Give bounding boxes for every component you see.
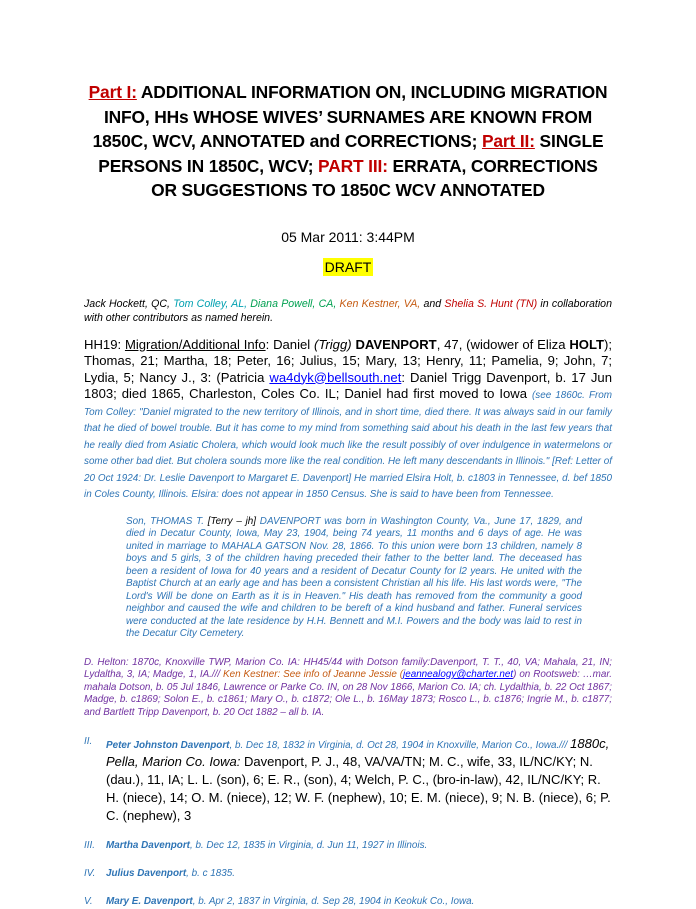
hh19-trigg: (Trigg) <box>314 336 352 352</box>
son-intro: Son, THOMAS T. <box>126 515 208 527</box>
part1-label: Part I: <box>88 82 137 102</box>
child-details: , b. Dec 12, 1835 in Virginia, d. Jun 11, 1927 in Illinois. <box>189 840 428 851</box>
list-item-body <box>106 839 612 853</box>
rootsweb-text: ) on Rootsweb: …mar. mahala Dotson, b. 05 Jul 1846, Lawrence or Parke Co. IN, on 28 Nov 1866, Marion Co. IA; ch. Lydalthia, b. 22 Oct 1867; Madge, b. c1869; Solon E., b. c1861; Mary O., b. c1872; Ole L., b. 16May 1873; Rosco L., b. c1876; Ingrie M., b. c1877; and Bartlett Tripp Davenport, b. 20 Oct 1882 – all b. IA. <box>84 669 612 718</box>
son-annotation: [Terry – jh] <box>207 515 257 527</box>
list-item-number: V. <box>84 896 93 907</box>
child-details: , b. Apr 2, 1837 in Virginia, d. Sep 28, 1904 in Keokuk Co., Iowa. <box>192 896 475 907</box>
census-details: Davenport, P. J., 48, VA/VA/TN; M. C., wife, 33, IL/NC/KY; N. (dau.), 11, IA; L. L. (son), 6; E. R., (son), 4; Welch, P. C., (bro-in-law), 42, IL/NC/KY; R. H. (niece), 14; O. M. (niece), 12; W. F. (nephew), 10; E. M. (niece), 9; N. B. (niece), 6; P. C. (nephew), 3 <box>106 754 611 823</box>
jeannealogy-link[interactable]: jeannealogy@charter.net <box>403 669 514 680</box>
son-thomas-paragraph <box>126 516 582 641</box>
part2-label: Part II: <box>481 131 535 151</box>
list-item-number: IV. <box>84 868 96 879</box>
child-name: Peter Johnston Davenport <box>106 740 230 751</box>
list-item <box>84 839 612 853</box>
part3-label: PART III: <box>318 155 388 176</box>
draft-banner <box>84 259 612 277</box>
author-colley: Tom Colley, AL, <box>173 297 248 310</box>
authors-rest: in collaboration with other contributors as named herein. <box>84 297 612 324</box>
child-name: Mary E. Davenport <box>106 896 193 907</box>
son-obituary: DAVENPORT was born in Washington County, Va., June 17, 1829, and died in Decatur County, Iowa, May 23, 1904, being 74 years, 11 months and 6 days of age. He was united in marriage to MAHALA GATSON Nov. 28, 1866. To this union were born 13 children, namely 8 boys and 5 girls, 3 of the children having preceded their father to the better land. The deceased has been a resident of Iowa for 40 years and a resident of Decatur County for l2 years. He united with the Baptist Church at an early age and has been a consistent Christian all his life. His last words were, "The Lord's Will be done on Earth as it is in Heaven." His death has removed from the community a good neighbor and caused the wife and children to be bereft of a kind husband and father. Funeral services were conducted at the late residence by H.H. Bennett and M.I. Powers and the body was laid to rest in the Decatur City Cemetery. <box>126 515 582 639</box>
email-link[interactable]: wa4dyk@bellsouth.net <box>269 369 402 385</box>
author-powell: Diana Powell, CA, <box>250 297 337 310</box>
helton-paragraph <box>84 657 612 720</box>
kestner-note: Ken Kestner: See info of Jeanne Jessie ( <box>223 669 404 680</box>
list-item <box>84 895 612 909</box>
census-label: 1880c, Pella, Marion Co. Iowa: <box>106 736 610 769</box>
part1-text: ADDITIONAL INFORMATION ON, INCLUDING MIGRATION INFO, HHs WHOSE WIVES’ SURNAMES ARE KNOWN FROM 1850C, WCV, ANNOTATED and CORRECTIONS; <box>92 82 608 151</box>
hh19-text-3: ); Thomas, 21; Martha, 18; Peter, 16; Julius, 15; Mary, 13; Henry, 11; Pamelia, 9; John, 7; Lydia, 5; Nancy J., 3: (Patricia <box>84 336 612 385</box>
hh19-text-2: , 47, (widower of Eliza <box>436 336 570 352</box>
part3-text: ERRATA, CORRECTIONS OR SUGGESTIONS TO 1850C WCV ANNOTATED <box>151 155 598 200</box>
hh19-text-1: : Daniel <box>265 336 315 352</box>
list-item-number: II. <box>84 736 93 747</box>
part2-text: SINGLE PERSONS IN 1850C, WCV; <box>98 131 604 176</box>
hh19-surname: DAVENPORT <box>355 336 437 352</box>
hh19-entry <box>84 337 612 502</box>
list-item-number: III. <box>84 840 95 851</box>
hh19-holt: HOLT <box>569 336 604 352</box>
children-list <box>84 735 612 909</box>
list-item-body <box>106 735 612 825</box>
draft-label: DRAFT <box>324 258 372 275</box>
hh19-label: Migration/Additional Info <box>124 336 266 352</box>
hh19-text-4: : Daniel Trigg Davenport, b. 17 Jun 1803; died 1865, Charleston, Coles Co. IL; Daniel had first moved to Iowa <box>84 369 612 401</box>
hh19-prefix: HH19: <box>84 336 125 352</box>
document-title <box>84 80 612 203</box>
list-item-body <box>106 895 612 909</box>
authors-line <box>84 297 612 325</box>
author-kestner: Ken Kestner, VA, <box>339 297 421 310</box>
author-hunt: Shelia S. Hunt (TN) <box>444 297 538 310</box>
helton-text: D. Helton: 1870c, Knoxville TWP, Marion Co. IA: HH45/44 with Dotson family:Davenport, T. T., 40, VA; Mahala, 21, IN; Lydaltha, 3, IA; Madge, 1, IA./// <box>84 656 612 680</box>
author-hockett: Jack Hockett, QC, <box>84 297 174 310</box>
authors-and: and <box>420 297 445 310</box>
child-name: Martha Davenport <box>106 840 190 851</box>
hh19-note: (see 1860c. From Tom Colley: "Daniel migrated to the new territory of Illinois, and in short time, died there. It was always said in our family that he died of bowel trouble. But it has come to my mind from something said about his death in the last few years that he really died from Asiatic Cholera, which would look much like the result possibly of over indulgence in watermelons or some other bad diet. But cholera sounds more like the real condition. He left many descendants in Illinois." [Ref: Letter of 20 Oct 1924: Dr. Leslie Davenport to Margaret E. Davenport] He married Elsira Holt, b. c1803 in Tennessee, d. bef 1850 in Coles County, Illinois. Elsira: does not appear in 1850 Census. She is said to have been from Tennessee. <box>84 390 612 500</box>
child-details: , b. Dec 18, 1832 in Virginia, d. Oct 28, 1904 in Knoxville, Marion Co., Iowa./// <box>229 740 571 751</box>
document-date: 05 Mar 2011: 3:44PM <box>281 228 415 245</box>
child-name: Julius Davenport <box>106 868 187 879</box>
list-item <box>84 867 612 881</box>
list-item-body <box>106 867 612 881</box>
list-item <box>84 735 612 825</box>
child-details: , b. c 1835. <box>186 868 235 879</box>
